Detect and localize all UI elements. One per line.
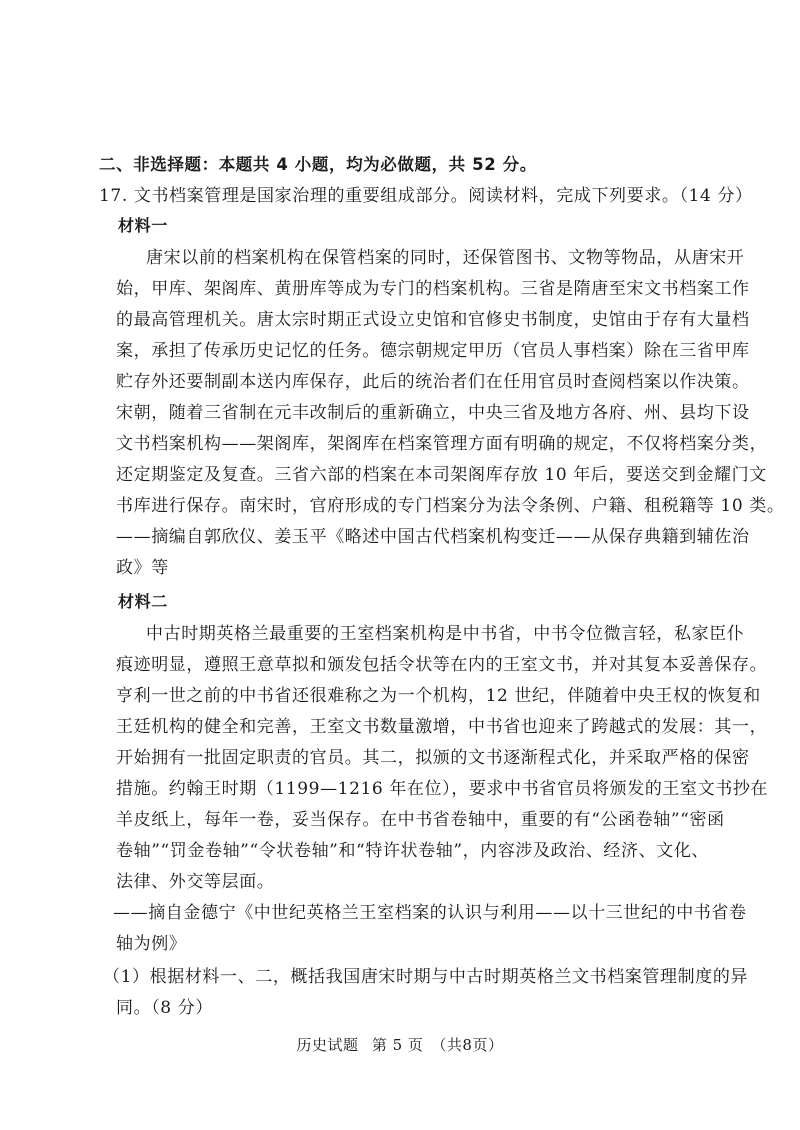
section-heading: 二、非选择题：本题共 4 小题，均为必做题，共 52 分。 [99, 155, 537, 174]
page-footer [0, 1034, 800, 1056]
material-2-line: 亨利一世之前的中书省还很难称之为一个机构，12 世纪，伴随着中央王权的恢复和 [116, 686, 761, 706]
material-2-label: 材料二 [118, 592, 168, 611]
material-1-line: 贮存外还要制副本送内库保存，此后的统治者们在任用官员时查阅档案以作决策。 [116, 372, 750, 392]
material-1-line: 还定期鉴定及复查。三省六部的档案在本司架阁库存放 10 年后，要送交到金耀门文 [116, 465, 767, 485]
material-2-line: 王廷机构的健全和完善，王室文书数量激增，中书省也迎来了跨越式的发展：其一， [116, 717, 768, 737]
question-17-stem: 17. 文书档案管理是国家治理的重要组成部分。阅读材料，完成下列要求。（14 分） [99, 186, 753, 206]
material-1-line: 书库进行保存。南宋时，官府形成的专门档案分为法令条例、户籍、租税籍等 10 类。 [116, 496, 785, 516]
material-2-line: 法律、外交等层面。 [116, 872, 275, 892]
material-2-source: ——摘自金德宁《中世纪英格兰王室档案的认识与利用——以十三世纪的中书省卷 [113, 903, 747, 923]
sub-question-1: （1）根据材料一、二，概括我国唐宋时期与中古时期英格兰文书档案管理制度的异 [103, 967, 749, 987]
material-1-line: 始，甲库、架阁库、黄册库等成为专门的档案机构。三省是隋唐至宋文书档案工作 [116, 279, 750, 299]
material-2-line: 措施。约翰王时期（1199—1216 年在位），要求中书省官员将颁发的王室文书抄在 [116, 779, 769, 799]
material-2-line: 痕迹明显，遵照王意草拟和颁发包括令状等在内的王室文书，并对其复本妥善保存。 [116, 655, 768, 675]
material-1-line: 唐宋以前的档案机构在保管档案的同时，还保管图书、文物等物品，从唐宋开 [146, 248, 745, 268]
material-1-line: 案，承担了传承历史记忆的任务。德宗朝规定甲历（官员人事档案）除在三省甲库 [116, 341, 750, 361]
sub-question-1: 同。（8 分） [116, 998, 213, 1018]
material-1-label: 材料一 [118, 216, 168, 235]
material-2-line: 中古时期英格兰最重要的王室档案机构是中书省，中书令位微言轻，私家臣仆 [146, 624, 745, 644]
footer-total-pages: （共8页） [431, 1036, 504, 1054]
footer-page-number: 第 5 页 [371, 1036, 424, 1054]
material-1-line: 的最高管理机关。唐太宗时期正式设立史馆和官修史书制度，史馆由于存有大量档 [116, 310, 750, 330]
material-1-line: 文书档案机构——架阁库，架阁库在档案管理方面有明确的规定，不仅将档案分类， [116, 434, 768, 454]
material-2-source: 轴为例》 [116, 934, 187, 954]
material-2-line: 开始拥有一批固定职责的官员。其二，拟颁的文书逐渐程式化，并采取严格的保密 [116, 748, 750, 768]
material-2-line: 卷轴”“罚金卷轴”“令状卷轴”和“特许状卷轴”，内容涉及政治、经济、文化、 [116, 841, 710, 861]
material-2-line: 羊皮纸上，每年一卷，妥当保存。在中书省卷轴中，重要的有“公函卷轴”“密函 [116, 810, 725, 830]
material-1-source: 政》等 [116, 558, 169, 578]
material-1-source: ——摘编自郭欣仪、姜玉平《略述中国古代档案机构变迁——从保存典籍到辅佐治 [116, 527, 750, 547]
material-1-line: 宋朝，随着三省制在元丰改制后的重新确立，中央三省及地方各府、州、县均下设 [116, 403, 750, 423]
footer-subject: 历史试题 [296, 1036, 359, 1054]
